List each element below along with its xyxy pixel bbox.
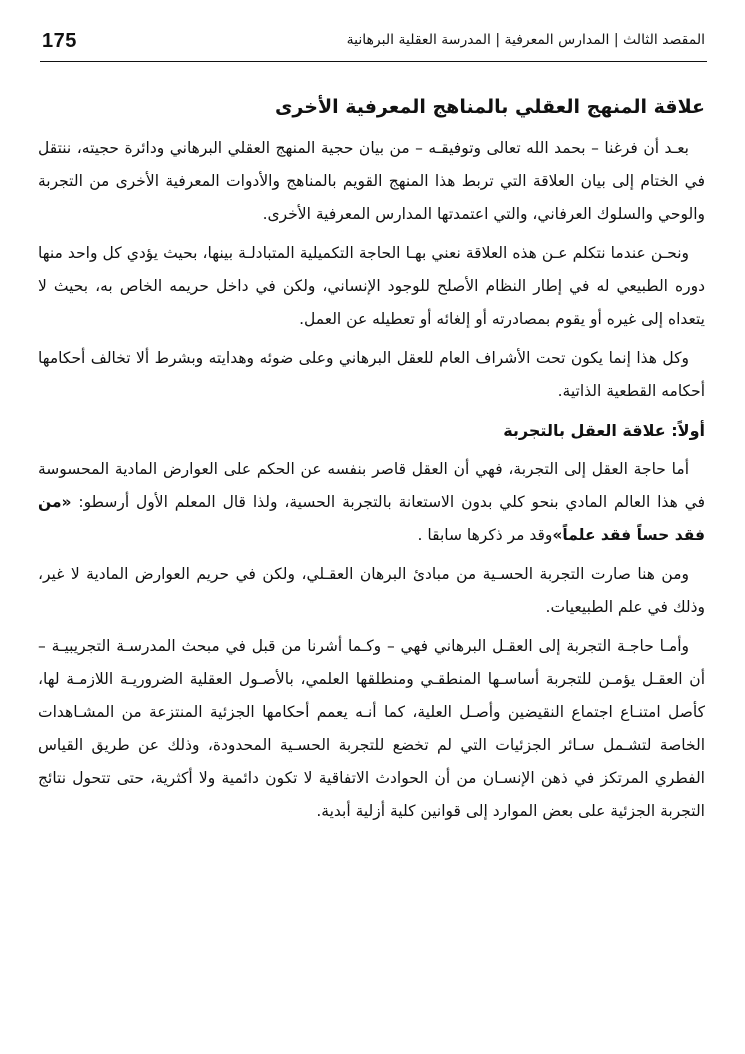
section-heading: علاقة المنهج العقلي بالمناهج المعرفية الأخرى: [275, 96, 705, 118]
page-body: [38, 92, 705, 834]
paragraph-experiment-needs-reason: وأمـا حاجـة التجربة إلى العقـل البرهاني فهي – وكـما أشرنا من قبل في مبحث المدرسـة التجريبيـة – أن العقـل يؤمـن للتجربة أساسـها المنطقـي ومنطلقها العلمي، بالأصـول العقلية الضروريـة اللازمـة لها، كأصل امتنـاع اجتماع النقيضين وأصـل العلية، كما أنـه يعمم أحكامها الجزئية المنتزعة من المشـاهدات الخاصة لتشـمل سـائر الجزئيات التي لم تخضع للتجربة الحسـية المحدودة، وذلك عن طريق القياس الفطري المرتكز في ذهن الإنسـان من أن الحوادث الاتفاقية لا تكون دائمية ولا أكثرية، حتى تتحول نتائج التجربة الجزئية على بعض الموارد إلى قوانين كلية أزلية أبدية.: [38, 637, 705, 820]
running-head-title: المقصد الثالث | المدارس المعرفية | المدرسة العقلية البرهانية: [346, 32, 705, 48]
paragraph-relation-meaning: ونحـن عندما نتكلم عـن هذه العلاقة نعني بهـا الحاجة التكميلية المتبادلـة بينها، بحيث يؤدي كل واحد منها دوره الطبيعي له في إطار النظام الأصلح للوجود الإنساني، ولكن في داخل حريمه الخاص به، بحيث لا يتعداه إلى غيره أو يقوم بمصادرته أو إلغائه أو تعطيله عن العمل.: [38, 244, 705, 328]
paragraph-text: أما حاجة العقل إلى التجربة، فهي أن العقل قاصر بنفسه عن الحكم على العوارض المادية المحسوسة في هذا العالم المادي بنحو كلي بدون الاستعانة بالتجربة الحسية، ولذا قال المعلم الأول أرسطو:: [38, 460, 705, 511]
paragraph-supervision: وكل هذا إنما يكون تحت الأشراف العام للعقل البرهاني وعلى ضوئه وهدايته وبشرط ألا تخالف أحكامها أحكامه القطعية الذاتية.: [38, 349, 705, 400]
page-number: 175: [42, 30, 77, 52]
paragraph-intro: بعـد أن فرغنا – بحمد الله تعالى وتوفيقـه – من بيان حجية المنهج العقلي البرهاني ودائرة حجيته، ننتقل في الختام إلى بيان العلاقة التي تربط هذا المنهج القويم بالمناهج والأدوات المعرفية الأخرى من التجربة والوحي والسلوك العرفاني، والتي اعتمدتها المدارس المعرفية الأخرى.: [38, 139, 705, 223]
paragraph-text: وقد مر ذكرها سابقا .: [417, 526, 553, 544]
subheading-reason-and-experiment: أولاً: علاقة العقل بالتجربة: [503, 421, 705, 440]
paragraph-sensory-principles: ومن هنا صارت التجربة الحسـية من مبادئ البرهان العقـلي، ولكن في حريم العوارض المادية لا غير، وذلك في علم الطبيعيات.: [38, 565, 705, 616]
running-head: [40, 28, 707, 64]
aristotle-quote: «من فقد حساً فقد علماً»: [38, 493, 705, 544]
header-divider: [40, 61, 707, 62]
paragraph-reason-needs-experiment: [38, 453, 705, 552]
